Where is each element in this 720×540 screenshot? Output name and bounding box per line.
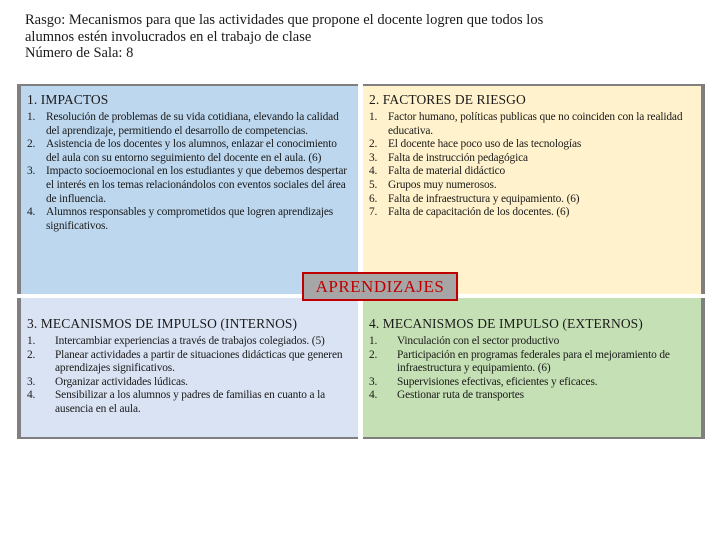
list-item-text: Factor humano, políticas publicas que no coinciden con la realidad educativa. xyxy=(388,111,683,137)
list-item xyxy=(27,335,352,349)
list-item xyxy=(369,165,695,179)
list-item-number: 3. xyxy=(369,151,378,164)
list-item xyxy=(369,111,695,138)
list-item-number: 1. xyxy=(369,335,378,347)
list-item-number: 4. xyxy=(369,389,378,402)
list-item-number: 4. xyxy=(27,206,36,219)
impactos-title: 1. IMPACTOS xyxy=(27,92,109,107)
internos-title: 3. MECANISMOS DE IMPULSO (INTERNOS) xyxy=(27,316,298,331)
list-item xyxy=(27,349,352,376)
list-item xyxy=(369,193,695,207)
externos-panel xyxy=(363,298,705,439)
list-item-number: 3. xyxy=(27,165,36,178)
list-item-number: 2. xyxy=(369,348,378,361)
list-item-text: Participación en programas federales para el mejoramiento de infraestructura y equipamiento. (6) xyxy=(397,348,670,375)
list-item-number: 2. xyxy=(369,138,378,151)
aprendizajes-badge: APRENDIZAJES xyxy=(302,272,458,301)
list-item-text: Grupos muy numerosos. xyxy=(388,178,497,191)
list-item xyxy=(369,335,695,349)
impactos-panel xyxy=(17,84,358,294)
list-item-number: 1. xyxy=(27,335,36,347)
list-item-number: 1. xyxy=(369,111,378,123)
list-item-text: Sensibilizar a los alumnos y padres de familias en cuanto a la ausencia en el aula. xyxy=(55,389,326,415)
list-item xyxy=(369,179,695,193)
list-item-number: 4. xyxy=(27,389,36,402)
factores-panel xyxy=(363,84,705,294)
list-item-text: Gestionar ruta de transportes xyxy=(397,389,524,402)
list-item xyxy=(27,206,352,233)
list-item xyxy=(369,349,695,376)
internos-list xyxy=(21,335,358,417)
list-item-text: Impacto socioemocional en los estudiantes y que debemos despertar el interés en los temas relacionándolos con eventos sociales del área de influencia. xyxy=(46,165,347,205)
list-item-number: 7. xyxy=(369,206,378,219)
list-item-text: Supervisiones efectivas, eficientes y eficaces. xyxy=(397,375,598,388)
externos-list xyxy=(363,335,701,403)
list-item xyxy=(27,389,352,416)
list-item-number: 1. xyxy=(27,111,36,123)
list-item xyxy=(369,152,695,166)
list-item xyxy=(369,389,695,403)
list-item-text: Falta de material didáctico xyxy=(388,165,506,178)
list-item xyxy=(369,138,695,152)
list-item-text: Resolución de problemas de su vida cotidiana, elevando la calidad del aprendizaje, permitiendo el desarrollo de competencias. xyxy=(46,111,339,137)
list-item xyxy=(27,111,352,138)
factores-title: 2. FACTORES DE RIESGO xyxy=(369,92,526,107)
list-item xyxy=(27,165,352,206)
list-item xyxy=(369,206,695,220)
list-item-text: Falta de instrucción pedagógica xyxy=(388,151,528,164)
list-item-text: Organizar actividades lúdicas. xyxy=(55,375,188,388)
list-item-number: 2. xyxy=(27,138,36,151)
list-item-text: Intercambiar experiencias a través de trabajos colegiados. (5) xyxy=(55,335,325,347)
internos-panel xyxy=(17,298,358,439)
externos-title: 4. MECANISMOS DE IMPULSO (EXTERNOS) xyxy=(369,316,643,331)
list-item-number: 3. xyxy=(369,375,378,388)
factores-list xyxy=(363,111,701,220)
list-item xyxy=(369,376,695,390)
quadrant-grid xyxy=(17,84,705,439)
list-item-text: Planear actividades a partir de situaciones didácticas que generen aprendizajes significativos. xyxy=(55,348,343,375)
header-line-3: Número de Sala: 8 xyxy=(25,45,134,61)
list-item-text: Falta de infraestructura y equipamiento. (6) xyxy=(388,192,580,205)
list-item-number: 5. xyxy=(369,178,378,191)
header-line-2: alumnos estén involucrados en el trabajo de clase xyxy=(25,28,312,45)
header xyxy=(25,12,705,62)
list-item xyxy=(27,138,352,165)
list-item-text: Alumnos responsables y comprometidos que logren aprendizajes significativos. xyxy=(46,206,334,232)
list-item-number: 3. xyxy=(27,375,36,388)
list-item-text: Falta de capacitación de los docentes. (6) xyxy=(388,206,570,219)
list-item-text: Vinculación con el sector productivo xyxy=(397,335,560,347)
list-item-text: Asistencia de los docentes y los alumnos, enlazar el conocimiento del aula con su entorno seguimiento del docente en el aula. (6) xyxy=(46,138,337,164)
list-item-text: El docente hace poco uso de las tecnologías xyxy=(388,138,582,151)
list-item-number: 6. xyxy=(369,192,378,205)
list-item-number: 2. xyxy=(27,348,36,361)
impactos-list xyxy=(21,111,358,233)
header-line-1: Rasgo: Mecanismos para que las actividades que propone el docente logren que todos los xyxy=(25,12,544,28)
list-item-number: 4. xyxy=(369,165,378,178)
list-item xyxy=(27,376,352,390)
